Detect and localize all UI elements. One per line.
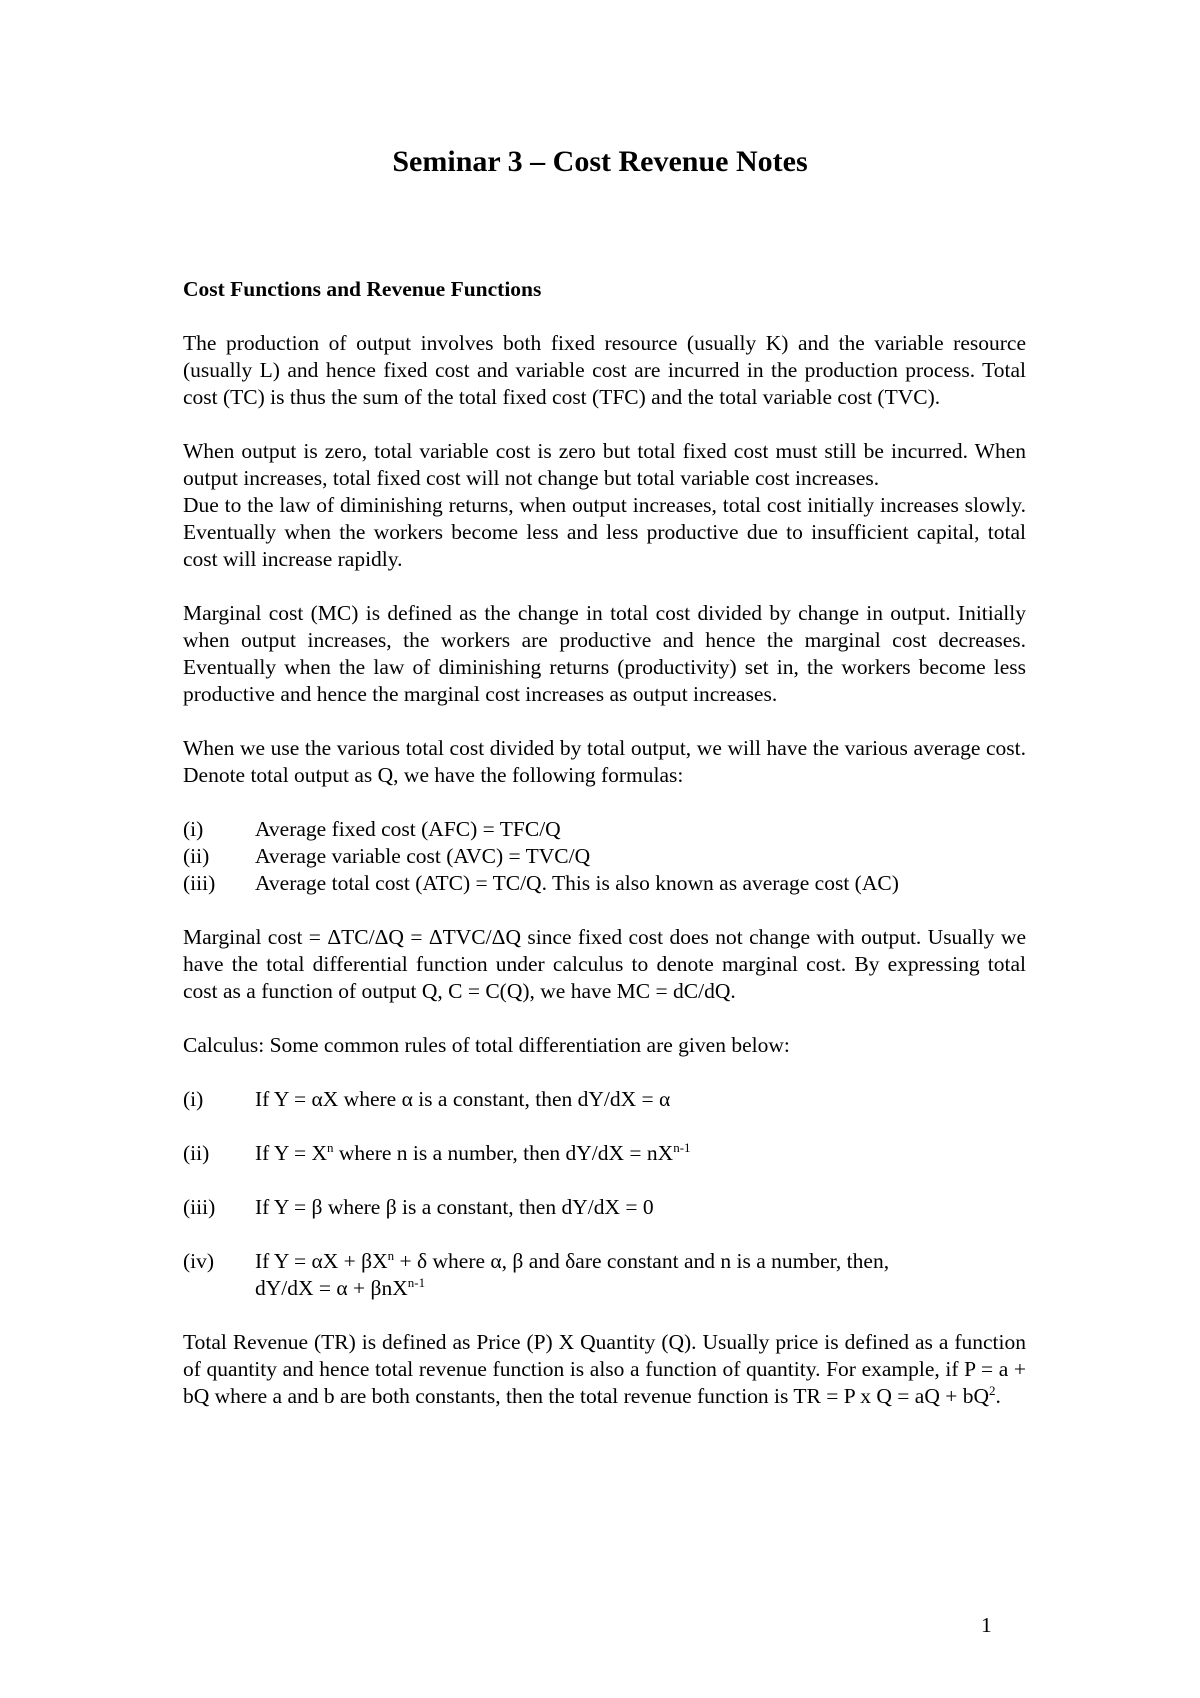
list-item	[183, 1140, 1026, 1167]
rule-text	[255, 1248, 1026, 1302]
paragraph-text-part: .	[995, 1384, 1001, 1408]
rule-number: (iii)	[183, 1195, 216, 1219]
paragraph-output-zero: When output is zero, total variable cost is zero but total fixed cost must still be incurred. When output increases, total fixed cost will not change but total variable cost increases.	[183, 439, 1026, 490]
paragraph-production: The production of output involves both fixed resource (usually K) and the variable resource (usually L) and hence fixed cost and variable cost are incurred in the production process. Total cost (TC) is thus the sum of the total fixed cost (TFC) and the total variable cost (TVC).	[183, 331, 1026, 409]
list-item-text: Average total cost (ATC) = TC/Q. This is also known as average cost (AC)	[255, 871, 899, 895]
list-item-number: (iii)	[183, 871, 216, 895]
rule-text-part: + δ where α, β and δare constant and n is a number, then,	[394, 1249, 890, 1273]
paragraph-diminishing-returns: Due to the law of diminishing returns, when output increases, total cost initially increases slowly. Eventually when the workers become less and less productive due to insufficient capital, total cost will increase rapidly.	[183, 493, 1026, 571]
superscript: n-1	[673, 1140, 691, 1155]
rule-text	[255, 1140, 1026, 1167]
formula-list	[183, 816, 1026, 897]
rule-text-part: If Y = X	[255, 1141, 328, 1165]
paragraph-marginal-cost-formula: Marginal cost = ΔTC/ΔQ = ΔTVC/ΔQ since fixed cost does not change with output. Usually we have the total differential function under calculus to denote marginal cost. By expressing total cost as a function of output Q, C = C(Q), we have MC = dC/dQ.	[183, 925, 1026, 1003]
rule-number: (iv)	[183, 1249, 215, 1273]
list-item-number: (ii)	[183, 844, 210, 868]
document-body	[183, 276, 1026, 1437]
rule-text: If Y = β where β is a constant, then dY/dX = 0	[255, 1195, 654, 1219]
list-item	[183, 843, 1026, 870]
rule-number: (i)	[183, 1087, 204, 1111]
paragraph-total-revenue	[183, 1329, 1026, 1410]
differentiation-rules	[183, 1086, 1026, 1302]
superscript: n	[327, 1140, 334, 1155]
paragraph-average-cost: When we use the various total cost divided by total output, we will have the various average cost. Denote total output as Q, we have the following formulas:	[183, 736, 1026, 787]
list-item	[183, 816, 1026, 843]
section-heading: Cost Functions and Revenue Functions	[183, 277, 542, 301]
paragraph-text-part: Total Revenue (TR) is defined as Price (P) X Quantity (Q). Usually price is defined as a function of quantity and hence total revenue function is also a function of quantity. For example, if P = a + bQ where a and b are both constants, then the total revenue function is TR = P x Q = aQ + bQ	[183, 1330, 1026, 1408]
list-item	[183, 1086, 1026, 1113]
list-item-text: Average fixed cost (AFC) = TFC/Q	[255, 817, 561, 841]
rule-number: (ii)	[183, 1141, 210, 1165]
page-number: 1	[981, 1613, 992, 1637]
superscript: n-1	[407, 1275, 426, 1290]
paragraph-marginal-cost: Marginal cost (MC) is defined as the change in total cost divided by change in output. Initially when output increases, the workers are productive and hence the marginal cost decreases. Eventually when the law of diminishing returns (productivity) set in, the workers become less productive and hence the marginal cost increases as output increases.	[183, 601, 1026, 706]
list-item-number: (i)	[183, 817, 204, 841]
page-title: Seminar 3 – Cost Revenue Notes	[392, 145, 808, 178]
paragraph-calculus-intro: Calculus: Some common rules of total differentiation are given below:	[183, 1033, 790, 1057]
superscript: 2	[989, 1383, 996, 1398]
rule-text-part: dY/dX = α + βnX	[255, 1276, 408, 1300]
list-item-text: Average variable cost (AVC) = TVC/Q	[255, 844, 591, 868]
list-item	[183, 1194, 1026, 1221]
rule-text-part: where n is a number, then dY/dX = nX	[333, 1141, 674, 1165]
rule-text: If Y = αX where α is a constant, then dY/dX = α	[255, 1087, 671, 1111]
list-item	[183, 870, 1026, 897]
list-item	[183, 1248, 1026, 1302]
superscript: n	[387, 1248, 395, 1263]
rule-text-part: If Y = αX + βX	[255, 1249, 388, 1273]
